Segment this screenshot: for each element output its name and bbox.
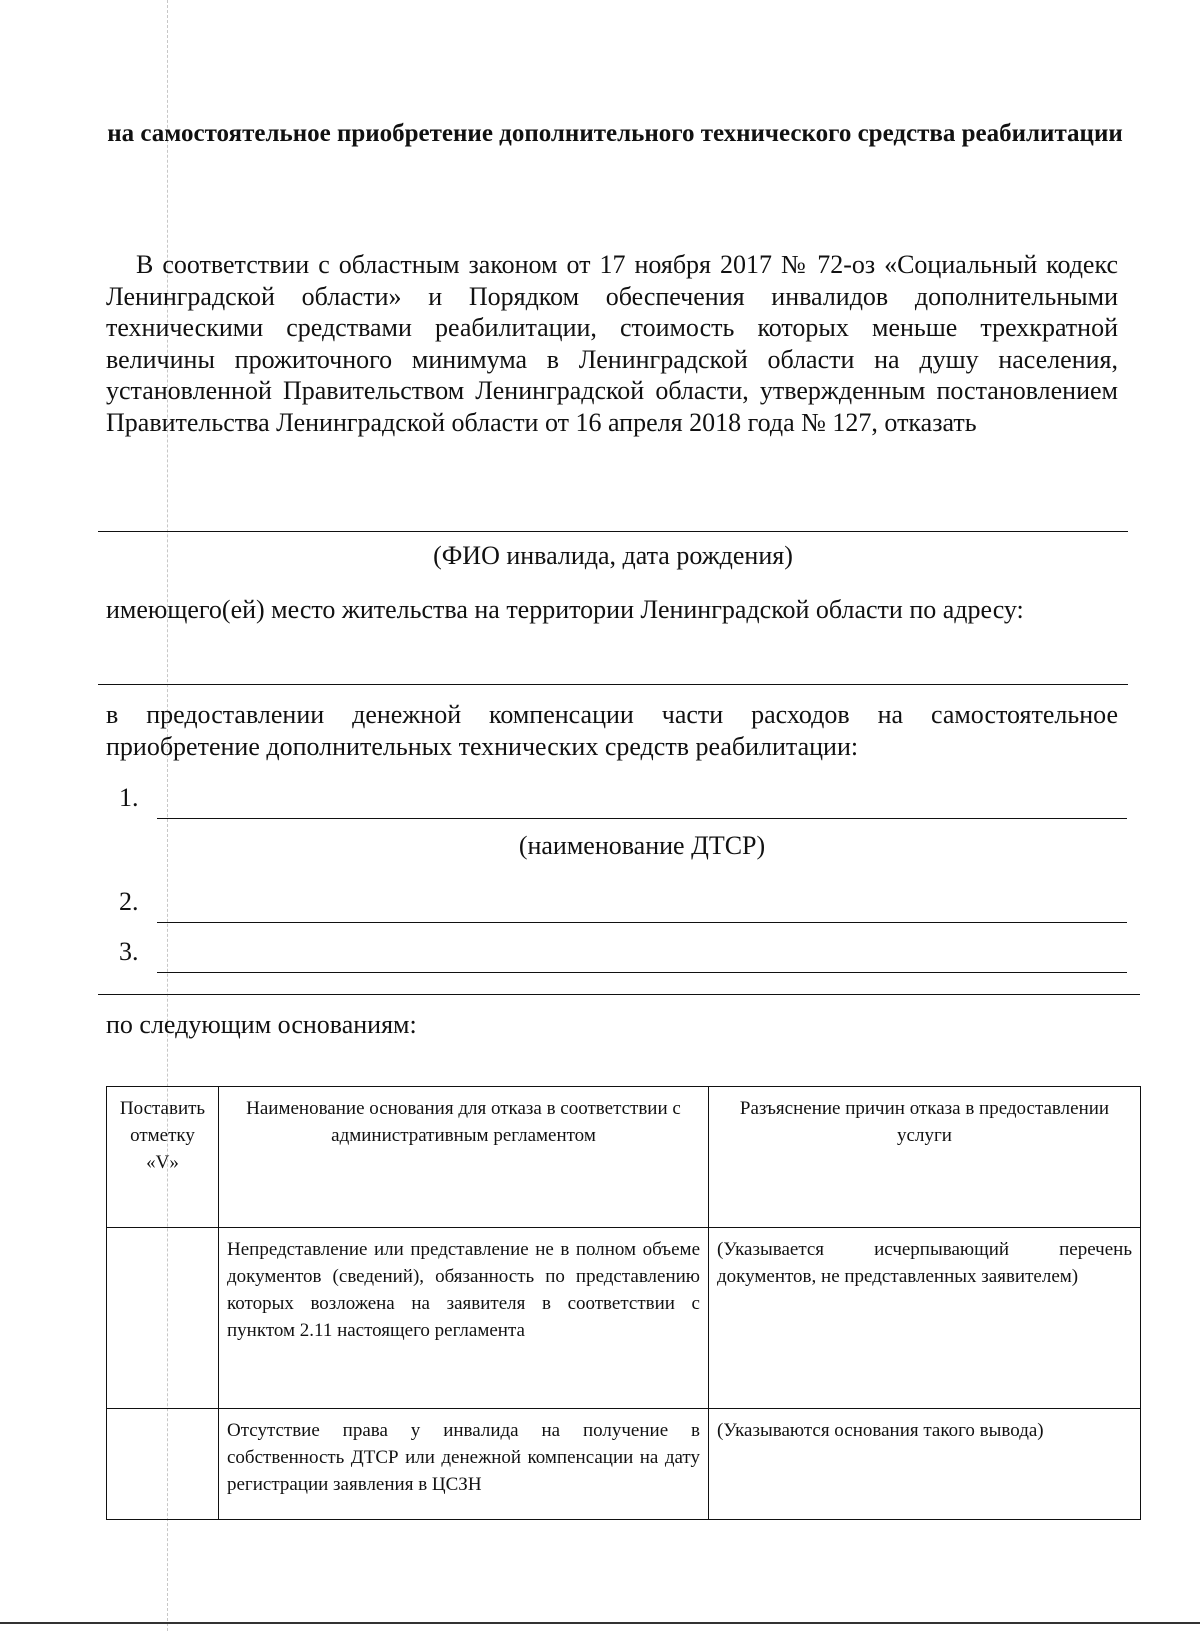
reason-cell: Непредставление или представление не в полном объеме документов (сведений), обязанность по представлению которых возложена на заявителя в соответствии с пунктом 2.11 настоящего регламента [219, 1228, 709, 1409]
address-line: имеющего(ей) место жительства на территории Ленинградской области по адресу: [106, 595, 1024, 624]
grounds-label: по следующим основаниям: [106, 1010, 417, 1039]
fio-caption: (ФИО инвалида, дата рождения) [433, 541, 793, 570]
header-reason: Наименование основания для отказа в соответствии с административным регламентом [219, 1087, 709, 1228]
explanation-cell: (Указываются основания такого вывода) [709, 1409, 1141, 1520]
header-mark: Поставить отметку «V» [107, 1087, 219, 1228]
explanation-cell: (Указывается исчерпывающий перечень документов, не представленных заявителем) [709, 1228, 1141, 1409]
table-row [107, 1409, 1141, 1520]
reason-cell: Отсутствие права у инвалида на получение в собственность ДТСР или денежной компенсации на дату регистрации заявления в ЦСЗН [219, 1409, 709, 1520]
item-number-1: 1. [119, 783, 139, 812]
address-underline [98, 684, 1128, 685]
document-title: на самостоятельное приобретение дополнительного технического средства реабилитации [107, 120, 1123, 147]
mark-checkbox-cell[interactable] [107, 1409, 219, 1520]
table-row [107, 1228, 1141, 1409]
item-3-underline [157, 972, 1127, 973]
intro-paragraph: В соответствии с областным законом от 17 ноября 2017 № 72-оз «Социальный кодекс Ленинградской области» и Порядком обеспечения инвалидов дополнительными техническими средствами реабилитации, стоимость которых меньше трехкратной величины прожиточного минимума в Ленинградской области на душу населения, установленной Правительством Ленинградской области, утвержденным постановлением Правительства Ленинградской области от 16 апреля 2018 года № 127, отказать [106, 250, 1118, 437]
item-number-2: 2. [119, 887, 139, 916]
section-divider [98, 994, 1140, 995]
refusal-reasons-table [106, 1086, 1141, 1520]
fio-underline [98, 531, 1128, 532]
item-1-underline [157, 818, 1127, 819]
mark-checkbox-cell[interactable] [107, 1228, 219, 1409]
scan-bottom-edge [0, 1622, 1200, 1624]
item-number-3: 3. [119, 937, 139, 966]
dtsr-caption: (наименование ДТСР) [518, 831, 766, 860]
header-explanation: Разъяснение причин отказа в предоставлении услуги [709, 1087, 1141, 1228]
compensation-paragraph: в предоставлении денежной компенсации части расходов на самостоятельное приобретение дополнительных технических средств реабилитации: [106, 700, 1118, 761]
item-2-underline [157, 922, 1127, 923]
table-header-row [107, 1087, 1141, 1228]
